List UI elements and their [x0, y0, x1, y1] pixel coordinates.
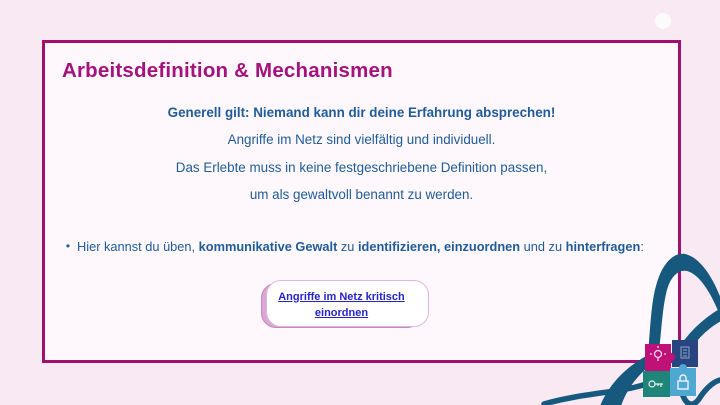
bullet-segment-bold: identifizieren, einzuordnen — [357, 239, 521, 254]
key-puzzle-piece — [643, 371, 674, 397]
intro-line-2: Angriffe im Netz sind vielfältig und individuell. — [227, 132, 496, 148]
building-puzzle-piece — [672, 340, 698, 367]
intro-text-block — [45, 99, 678, 208]
content-box — [42, 40, 681, 363]
puzzle-logo — [641, 337, 701, 401]
intro-line-4: um als gewaltvoll benannt zu werden. — [249, 186, 474, 202]
exercise-link-label: Angriffe im Netz kritisch einordnen — [278, 290, 405, 319]
bullet-segment: : — [640, 239, 644, 254]
bullet-item — [59, 239, 674, 254]
decorative-white-dot — [655, 13, 671, 29]
page-title: Arbeitsdefinition & Mechanismen — [62, 59, 393, 82]
bullet-segment-bold: kommunikative Gewalt — [198, 239, 338, 254]
intro-line-1: Generell gilt: Niemand kann dir deine Erfahrung absprechen! — [167, 105, 556, 120]
bullet-marker: • — [65, 239, 71, 253]
bullet-segment: zu — [337, 239, 358, 254]
bullet-segment-bold: hinterfragen — [565, 239, 641, 254]
lock-puzzle-piece — [670, 364, 696, 396]
intro-line-3: Das Erlebte muss in keine festgeschriebene Definition passen, — [175, 159, 548, 175]
bullet-segment: und zu — [520, 239, 566, 254]
lightbulb-puzzle-piece — [645, 344, 675, 371]
bullet-segment: Hier kannst du üben, — [77, 239, 199, 254]
exercise-link-button[interactable] — [261, 283, 422, 328]
bullet-text — [77, 239, 644, 254]
